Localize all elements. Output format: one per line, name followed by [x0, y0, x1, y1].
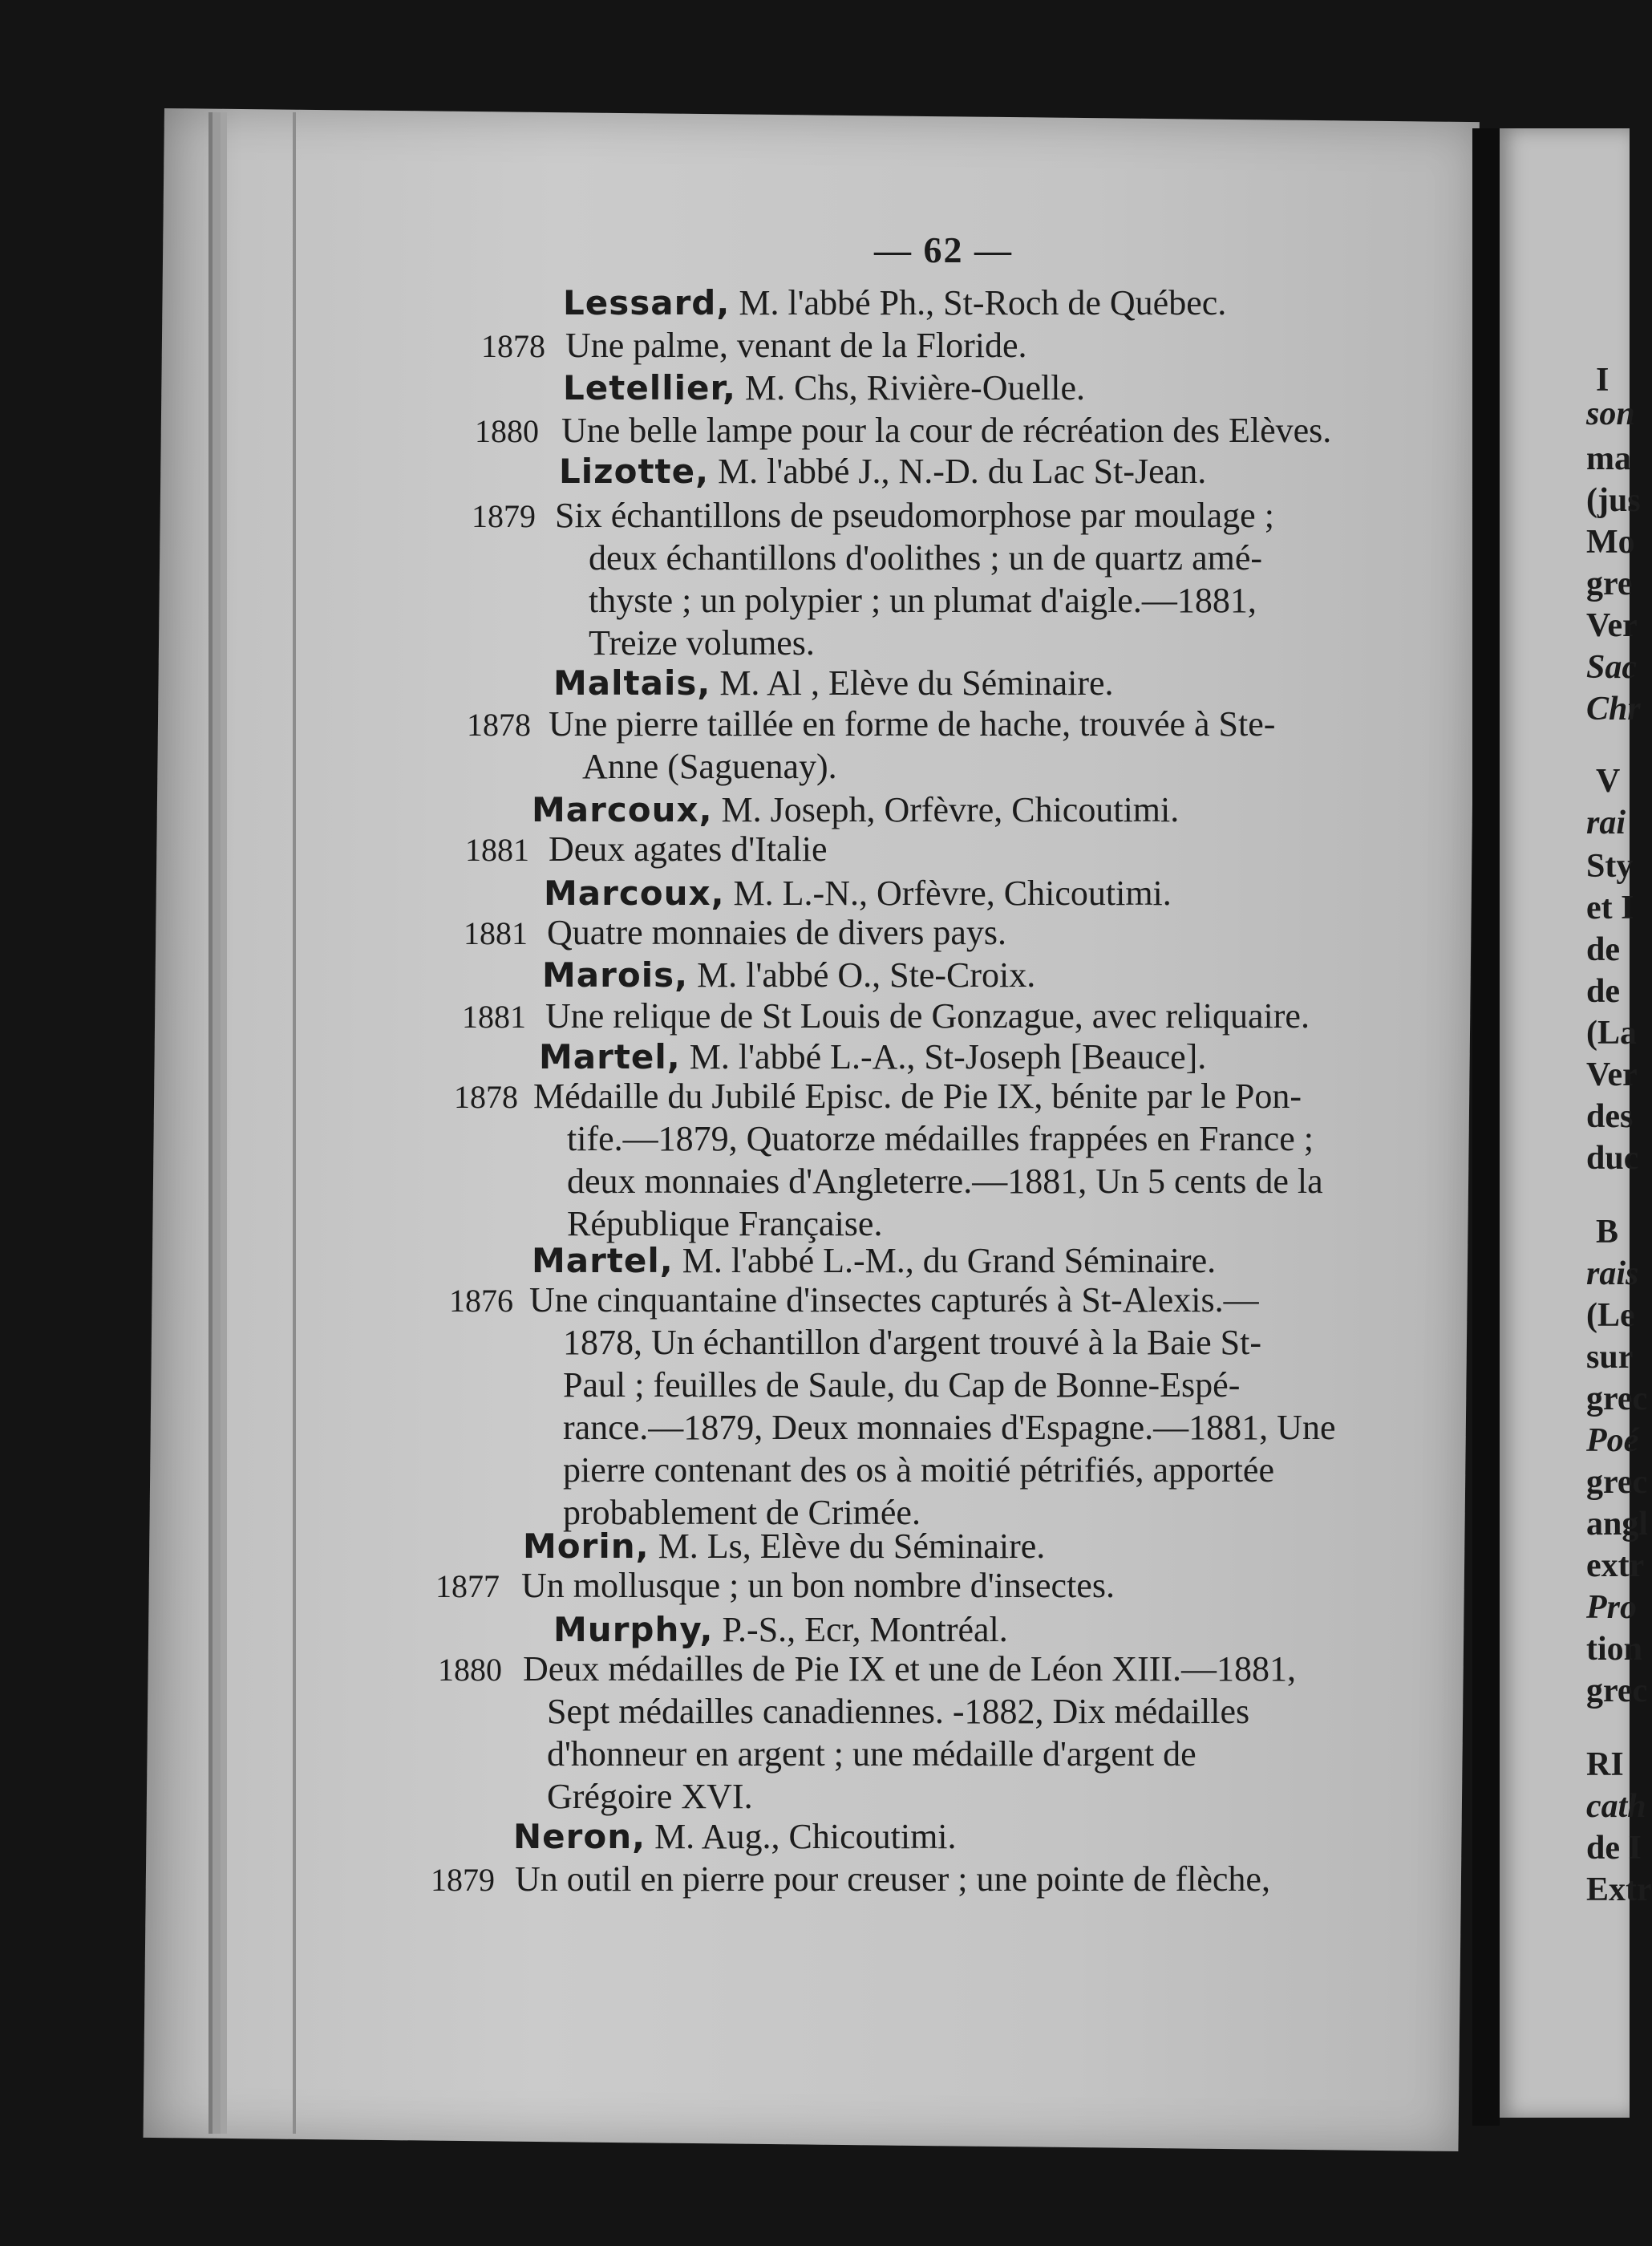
fragment: de I [1586, 1830, 1642, 1867]
donor-name: Neron, [513, 1817, 646, 1856]
fragment: angl [1586, 1506, 1649, 1543]
donor-name: Marois, [542, 955, 689, 995]
fragment: rais [1586, 1255, 1639, 1292]
donor-details: M. Aug., Chicoutimi. [646, 1817, 957, 1856]
fragment: Extr [1586, 1871, 1652, 1908]
donor-details: M. l'abbé Ph., St-Roch de Québec. [730, 283, 1227, 322]
donor-name: Morin, [523, 1526, 650, 1566]
donor-heading [553, 663, 1114, 703]
donor-details: M. l'abbé J., N.-D. du Lac St-Jean. [709, 452, 1207, 491]
entry-year: 1880 [475, 413, 539, 449]
donor-details: M. Joseph, Orfèvre, Chicoutimi. [712, 790, 1180, 829]
fragment: des [1586, 1098, 1634, 1135]
entry-description: Un mollusque ; un bon nombre d'insectes. [521, 1566, 1115, 1605]
entry-description: Une pierre taillée en forme de hache, trouvée à Ste- Anne (Saguenay). [549, 704, 1276, 786]
fragment: duc [1586, 1140, 1639, 1177]
fragment: sur [1586, 1339, 1634, 1376]
donor-heading [523, 1526, 1045, 1567]
donor-details: M. L.-N., Orfèvre, Chicoutimi. [724, 874, 1172, 913]
donor-heading [553, 1609, 1008, 1650]
fragment: gre [1586, 566, 1633, 602]
fragment: ma [1586, 440, 1631, 477]
fragment: cath [1586, 1788, 1646, 1825]
entry-description: Un outil en pierre pour creuser ; une pointe de flèche, [515, 1859, 1270, 1899]
donor-heading [513, 1816, 957, 1857]
fragment: son [1586, 395, 1635, 432]
fragment: de [1586, 931, 1620, 968]
donor-heading [559, 451, 1206, 492]
donor-details: M. l'abbé O., Ste-Croix. [688, 955, 1036, 995]
donor-heading [563, 367, 1085, 408]
entry-description: Six échantillons de pseudomorphose par moulage ; deux échantillons d'oolithes ; un de quartz amé- thyste ; un polypier ; un plumat d'aigle.—1881, Treize volumes. [555, 496, 1274, 663]
fragment: Ver [1586, 1056, 1638, 1093]
fragment: Poé [1586, 1422, 1639, 1459]
fragment: de [1586, 973, 1620, 1010]
fragment: grec [1586, 1672, 1648, 1709]
fragment: Ver [1586, 607, 1638, 644]
donor-name: Letellier, [563, 368, 736, 407]
donor-name: Marcoux, [532, 790, 713, 829]
donor-heading [532, 1240, 1216, 1281]
donor-details: P.-S., Ecr, Montréal. [713, 1610, 1008, 1649]
entry-year: 1881 [464, 915, 528, 951]
donor-name: Martel, [532, 1241, 674, 1280]
fragment: Sty [1586, 848, 1634, 885]
page-number: — 62 — [874, 229, 1013, 270]
donor-heading [539, 1036, 1206, 1077]
fragment: RI [1586, 1746, 1624, 1783]
entry-year: 1880 [438, 1652, 502, 1688]
fragment: Chr [1586, 691, 1641, 728]
fragment: (La [1586, 1015, 1637, 1052]
entry-description: Deux agates d'Italie [549, 829, 828, 869]
fragment: Pro [1586, 1589, 1637, 1626]
donor-name: Maltais, [553, 663, 711, 703]
donor-details: M. Chs, Rivière-Ouelle. [735, 368, 1086, 407]
entry-year: 1877 [435, 1568, 500, 1604]
donor-heading [544, 873, 1172, 914]
entry-year: 1876 [449, 1283, 513, 1319]
donor-heading [563, 282, 1226, 323]
donor-name: Marcoux, [544, 874, 725, 913]
donor-name: Lizotte, [559, 452, 710, 491]
entry-description: Médaille du Jubilé Episc. de Pie IX, bénite par le Pon- tife.—1879, Quatorze médailles frappées en France ; deux monnaies d'Angleterre.—1881, Un 5 cents de la République Française. [533, 1076, 1323, 1243]
donor-details: M. l'abbé L.-M., du Grand Séminaire. [673, 1241, 1217, 1280]
entry-year: 1879 [472, 498, 536, 534]
donor-heading [532, 789, 1179, 830]
fragment: Sac [1586, 649, 1637, 686]
entry-description: Une palme, venant de la Floride. [565, 326, 1027, 365]
entry-year: 1878 [481, 328, 545, 364]
entry-year: 1878 [454, 1079, 518, 1115]
fragment: (Le [1586, 1297, 1635, 1334]
donor-name: Murphy, [553, 1610, 714, 1649]
fragment: Mo [1586, 524, 1635, 561]
entry-description: Deux médailles de Pie IX et une de Léon XIII.—1881, Sept médailles canadiennes. -1882, Dix médailles d'honneur en argent ; une médaille d'argent de Grégoire XVI. [523, 1649, 1297, 1816]
fragment: grec [1586, 1464, 1648, 1501]
fragment: et I [1586, 890, 1634, 926]
entry-year: 1881 [465, 832, 529, 868]
entry-year: 1881 [462, 999, 526, 1035]
donor-name: Lessard, [563, 283, 731, 322]
fragment: extr [1586, 1547, 1645, 1584]
donor-name: Martel, [539, 1037, 681, 1076]
fragment: tion [1586, 1631, 1643, 1668]
entry-description: Une relique de St Louis de Gonzague, avec reliquaire. [545, 996, 1310, 1036]
fragment: grec [1586, 1380, 1648, 1417]
donor-details: M. l'abbé L.-A., St-Joseph [Beauce]. [680, 1037, 1207, 1076]
fragment: rai [1586, 805, 1626, 841]
entry-description: Quatre monnaies de divers pays. [547, 913, 1007, 952]
donor-details: M. Ls, Elève du Séminaire. [649, 1526, 1046, 1566]
fragment: (jus [1586, 482, 1641, 519]
fragment: I [1596, 362, 1609, 399]
donor-details: M. Al , Elève du Séminaire. [711, 663, 1114, 703]
fragment: B [1596, 1214, 1619, 1251]
entry-year: 1878 [467, 707, 531, 743]
entry-year: 1879 [431, 1862, 495, 1898]
entry-description: Une cinquantaine d'insectes capturés à St-Alexis.— 1878, Un échantillon d'argent trouvé à la Baie St- Paul ; feuilles de Saule, du Cap de Bonne-Espé- rance.—1879, Deux monnaies d'Espagne.—1881, Une pierre contenant des os à moitié pétrifiés, apportée probablement de Crimée. [529, 1280, 1336, 1532]
entry-description: Une belle lampe pour la cour de récréation des Elèves. [561, 411, 1332, 450]
fragment: V [1596, 763, 1621, 800]
donor-heading [542, 955, 1035, 995]
